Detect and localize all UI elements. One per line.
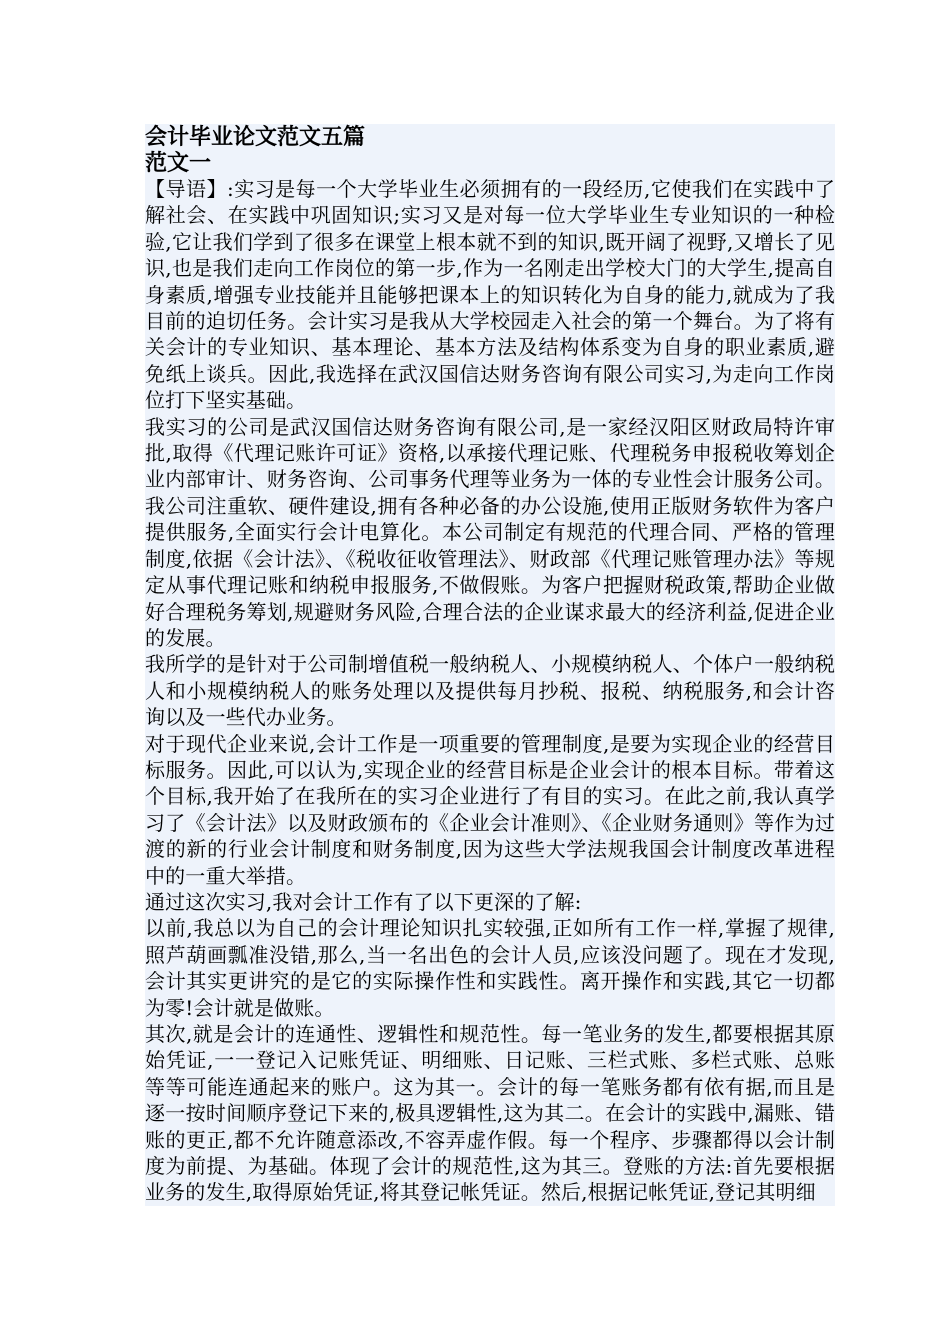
paragraph: 【导语】:实习是每一个大学毕业生必须拥有的一段经历,它使我们在实践中了解社会、在实践中巩固知识;实习又是对每一位大学毕业生专业知识的一种检验,它让我们学到了很多在课堂上根本就不到的知识,既开阔了视野,又增长了见识,也是我们走向工作岗位的第一步,作为一名刚走出学校大门的大学生,提高自身素质,增强专业技能并且能够把课本上的知识转化为自身的能力,就成为了我目前的迫切任务。会计实习是我从大学校园走入社会的第一个舞台。为了将有关会计的专业知识、基本理论、基本方法及结构体系变为自身的职业素质,避免纸上谈兵。因此,我选择在武汉国信达财务咨询有限公司实习,为走向工作岗位打下坚实基础。 [145, 177, 835, 413]
document-title: 会计毕业论文范文五篇 [145, 124, 366, 150]
paragraph: 我所学的是针对于公司制增值税一般纳税人、小规模纳税人、个体户一般纳税人和小规模纳税人的账务处理以及提供每月抄税、报税、纳税服务,和会计咨询以及一些代办业务。 [145, 652, 835, 730]
paragraph: 我实习的公司是武汉国信达财务咨询有限公司,是一家经汉阳区财政局特许审批,取得《代理记账许可证》资格,以承接代理记账、代理税务申报税收筹划企业内部审计、财务咨询、公司事务代理等业务为一体的专业性会计服务公司。我公司注重软、硬件建设,拥有各种必备的办公设施,使用正版财务软件为客户提供服务,全面实行会计电算化。本公司制定有规范的代理合同、严格的管理制度,依据《会计法》、《税收征收管理法》、财政部《代理记账管理办法》等规定从事代理记账和纳税申报服务,不做假账。为客户把握财税政策,帮助企业做好合理税务筹划,规避财务风险,合理合法的企业谋求最大的经济利益,促进企业的发展。 [145, 414, 835, 650]
paragraph: 其次,就是会计的连通性、逻辑性和规范性。每一笔业务的发生,都要根据其原始凭证,一一登记入记账凭证、明细账、日记账、三栏式账、多栏式账、总账等等可能连通起来的账户。这为其一。会计的每一笔账务都有依有据,而且是逐一按时间顺序登记下来的,极具逻辑性,这为其二。在会计的实践中,漏账、错账的更正,都不允许随意添改,不容弄虚作假。每一个程序、步骤都得以会计制度为前提、为基础。体现了会计的规范性,这为其三。登账的方法:首先要根据业务的发生,取得原始凭证,将其登记帐凭证。然后,根据记帐凭证,登记其明细 [145, 1022, 835, 1205]
document-body [145, 124, 835, 1206]
paragraph: 以前,我总以为自己的会计理论知识扎实较强,正如所有工作一样,掌握了规律,照芦葫画瓢准没错,那么,当一名出色的会计人员,应该没问题了。现在才发现,会计其实更讲究的是它的实际操作性和实践性。离开操作和实践,其它一切都为零!会计就是做账。 [145, 916, 835, 1020]
paragraph: 对于现代企业来说,会计工作是一项重要的管理制度,是要为实现企业的经营目标服务。因此,可以认为,实现企业的经营目标是企业会计的根本目标。带着这个目标,我开始了在我所在的实习企业进行了有目的实习。在此之前,我认真学习了《会计法》以及财政颁布的《企业会计准则》、《企业财务通则》等作为过渡的新的行业会计制度和财务制度,因为这些大学法规我国会计制度改革进程中的一重大举措。 [145, 731, 835, 888]
paragraph: 通过这次实习,我对会计工作有了以下更深的了解: [145, 889, 582, 914]
section-heading: 范文一 [145, 150, 212, 176]
